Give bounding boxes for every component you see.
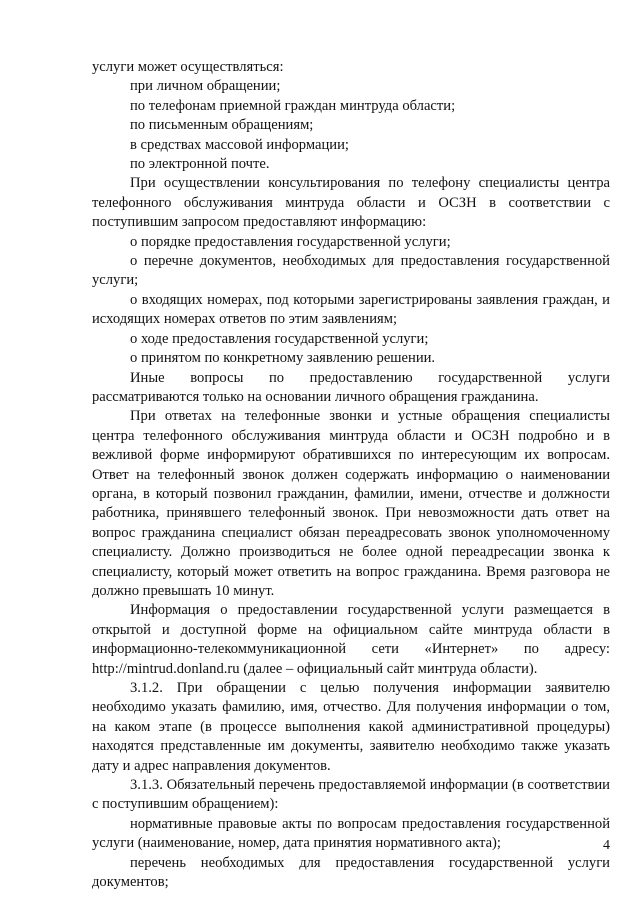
paragraph: Информация о предоставлении государственной услуги размещается в открытой и доступной форме на официальном сайте минтруда области в информационно-телекоммуникационной сети «Интернет» по адресу: http://mintrud.donland.ru (далее – официальный сайт минтруда области). <box>92 602 610 677</box>
paragraph: Иные вопросы по предоставлению государственной услуги рассматриваются только на основании личного обращения гражданина. <box>92 369 610 405</box>
list-item: по письменным обращениям; <box>130 117 314 134</box>
list-item: о порядке предоставления государственной услуги; <box>130 233 451 250</box>
paragraph: При ответах на телефонные звонки и устные обращения специалисты центра телефонного обслуживания минтруда области и ОСЗН подробно и в вежливой форме информируют обратившихся по интересующим их вопросам. Ответ на телефонный звонок должен содержать информацию о наименовании органа, в который позвонил гражданин, фамилии, имени, отчестве и должности работника, принявшего телефонный звонок. При невозможности дать ответ на вопрос гражданина специалист обязан переадресовать звонок уполномоченному специалисту. Должно производиться не более одной переадресации звонка к специалисту, который может ответить на вопрос гражданина. Время разговора не должно превышать 10 минут. <box>92 408 610 599</box>
paragraph-section-3-1-3: 3.1.3. Обязательный перечень предоставляемой информации (в соответствии с поступившим обращением): <box>92 777 610 813</box>
list-item: о перечне документов, необходимых для предоставления государственной услуги; <box>92 253 610 289</box>
list-item: по электронной почте. <box>130 156 270 173</box>
list-item: нормативные правовые акты по вопросам предоставления государственной услуги (наименование, номер, дата принятия нормативного акта); <box>92 815 610 852</box>
list-item: о входящих номерах, под которыми зарегистрированы заявления граждан, и исходящих номерах ответов по этим заявлениям; <box>92 291 610 328</box>
paragraph: При осуществлении консультирования по телефону специалисты центра телефонного обслуживания минтруда области и ОСЗН в соответствии с поступившим запросом предоставляют информацию: <box>92 175 610 231</box>
paragraph-section-3-1-2: 3.1.2. При обращении с целью получения информации заявителю необходимо указать фамилию, имя, отчество. Для получения информации о том, на каком этапе (в процессе выполнения какой административной процедуры) находятся представленные им документы, заявителю необходимо также указать дату и адрес направления документов. <box>92 680 610 774</box>
list-item: в средствах массовой информации; <box>130 136 349 153</box>
list-item: о принятом по конкретному заявлению решении. <box>130 350 436 367</box>
list-item: о ходе предоставления государственной услуги; <box>130 330 429 347</box>
document-body <box>92 58 610 892</box>
list-item: при личном обращении; <box>130 78 281 95</box>
list-item: перечень необходимых для предоставления государственной услуги документов; <box>92 854 610 891</box>
paragraph: услуги может осуществляться: <box>92 59 284 75</box>
page-number: 4 <box>603 838 610 853</box>
list-item: по телефонам приемной граждан минтруда области; <box>130 97 456 114</box>
